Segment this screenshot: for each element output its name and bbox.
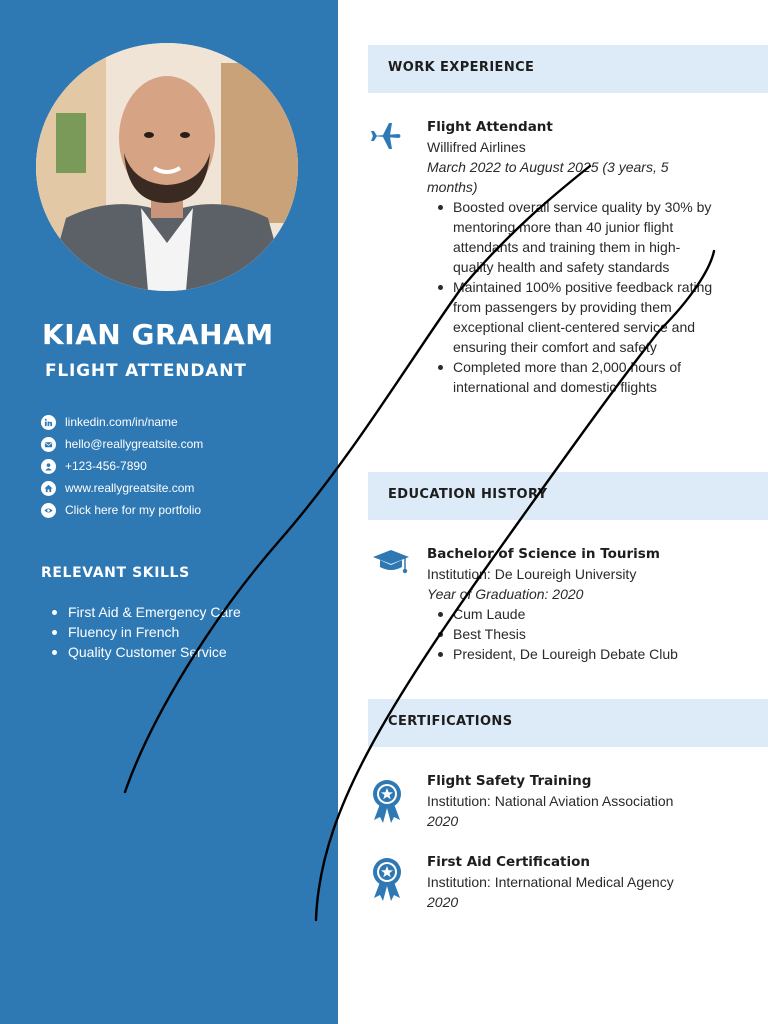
degree: Bachelor of Science in Tourism — [427, 546, 660, 562]
certifications-title: CERTIFICATIONS — [388, 714, 513, 729]
home-icon — [41, 481, 56, 496]
certification-entry — [427, 852, 727, 912]
contact-phone-text: +123-456-7890 — [65, 459, 147, 473]
sidebar — [0, 0, 338, 1024]
email-icon — [41, 437, 56, 452]
skills-list — [68, 602, 241, 662]
phone-icon — [41, 459, 56, 474]
skill-item: First Aid & Emergency Care — [68, 604, 241, 620]
contact-portfolio-text: Click here for my portfolio — [65, 503, 202, 517]
contact-linkedin[interactable] — [41, 411, 203, 433]
graduation-cap-icon — [371, 548, 411, 576]
education-header — [368, 472, 768, 520]
work-bullet: Maintained 100% positive feedback rating from passengers by providing them exceptional client-centered service and ensuring their comfort and safety — [453, 277, 717, 357]
education-entry — [427, 544, 727, 664]
linkedin-icon — [41, 415, 56, 430]
certification-name: Flight Safety Training — [427, 773, 592, 789]
work-experience-title: WORK EXPERIENCE — [388, 60, 535, 75]
education-bullet: Best Thesis — [453, 624, 727, 644]
graduation-year: Year of Graduation: 2020 — [427, 586, 584, 602]
candidate-name: KIAN GRAHAM — [42, 318, 274, 351]
candidate-title: FLIGHT ATTENDANT — [45, 361, 247, 381]
contact-website[interactable] — [41, 477, 203, 499]
contact-linkedin-text: linkedin.com/in/name — [65, 415, 178, 429]
work-bullets — [453, 197, 717, 397]
work-experience-header — [368, 45, 768, 93]
contact-phone[interactable] — [41, 455, 203, 477]
skills-heading: RELEVANT SKILLS — [41, 565, 190, 581]
company-name: Willifred Airlines — [427, 139, 526, 155]
work-entry — [427, 117, 727, 397]
education-bullets — [453, 604, 727, 664]
certifications-header — [368, 699, 768, 747]
skill-item: Fluency in French — [68, 622, 241, 642]
award-ribbon-icon — [371, 778, 403, 824]
certification-institution: Institution: National Aviation Association — [427, 793, 674, 809]
job-dates: March 2022 to August 2025 (3 years, 5 months) — [427, 159, 669, 195]
eye-icon — [41, 503, 56, 518]
contact-list — [41, 411, 203, 521]
work-bullet: Boosted overall service quality by 30% by mentoring more than 40 junior flight attendants and training them in high-quality health and safety standards — [453, 197, 717, 277]
institution: Institution: De Loureigh University — [427, 566, 637, 582]
work-bullet: Completed more than 2,000 hours of international and domestic flights — [453, 357, 717, 397]
job-title: Flight Attendant — [427, 119, 553, 135]
skill-item: Quality Customer Service — [68, 642, 241, 662]
education-title: EDUCATION HISTORY — [388, 487, 548, 502]
award-ribbon-icon — [371, 856, 403, 902]
contact-website-text: www.reallygreatsite.com — [65, 481, 195, 495]
certification-institution: Institution: International Medical Agency — [427, 874, 674, 890]
contact-portfolio[interactable] — [41, 499, 203, 521]
education-bullet: President, De Loureigh Debate Club — [453, 644, 727, 664]
certification-name: First Aid Certification — [427, 854, 591, 870]
education-bullet: Cum Laude — [453, 604, 727, 624]
certification-entry — [427, 771, 727, 831]
certification-year: 2020 — [427, 894, 459, 910]
profile-photo — [36, 43, 298, 291]
airplane-icon — [369, 121, 403, 151]
contact-email-text: hello@reallygreatsite.com — [65, 437, 204, 451]
contact-email[interactable] — [41, 433, 203, 455]
certification-year: 2020 — [427, 813, 459, 829]
